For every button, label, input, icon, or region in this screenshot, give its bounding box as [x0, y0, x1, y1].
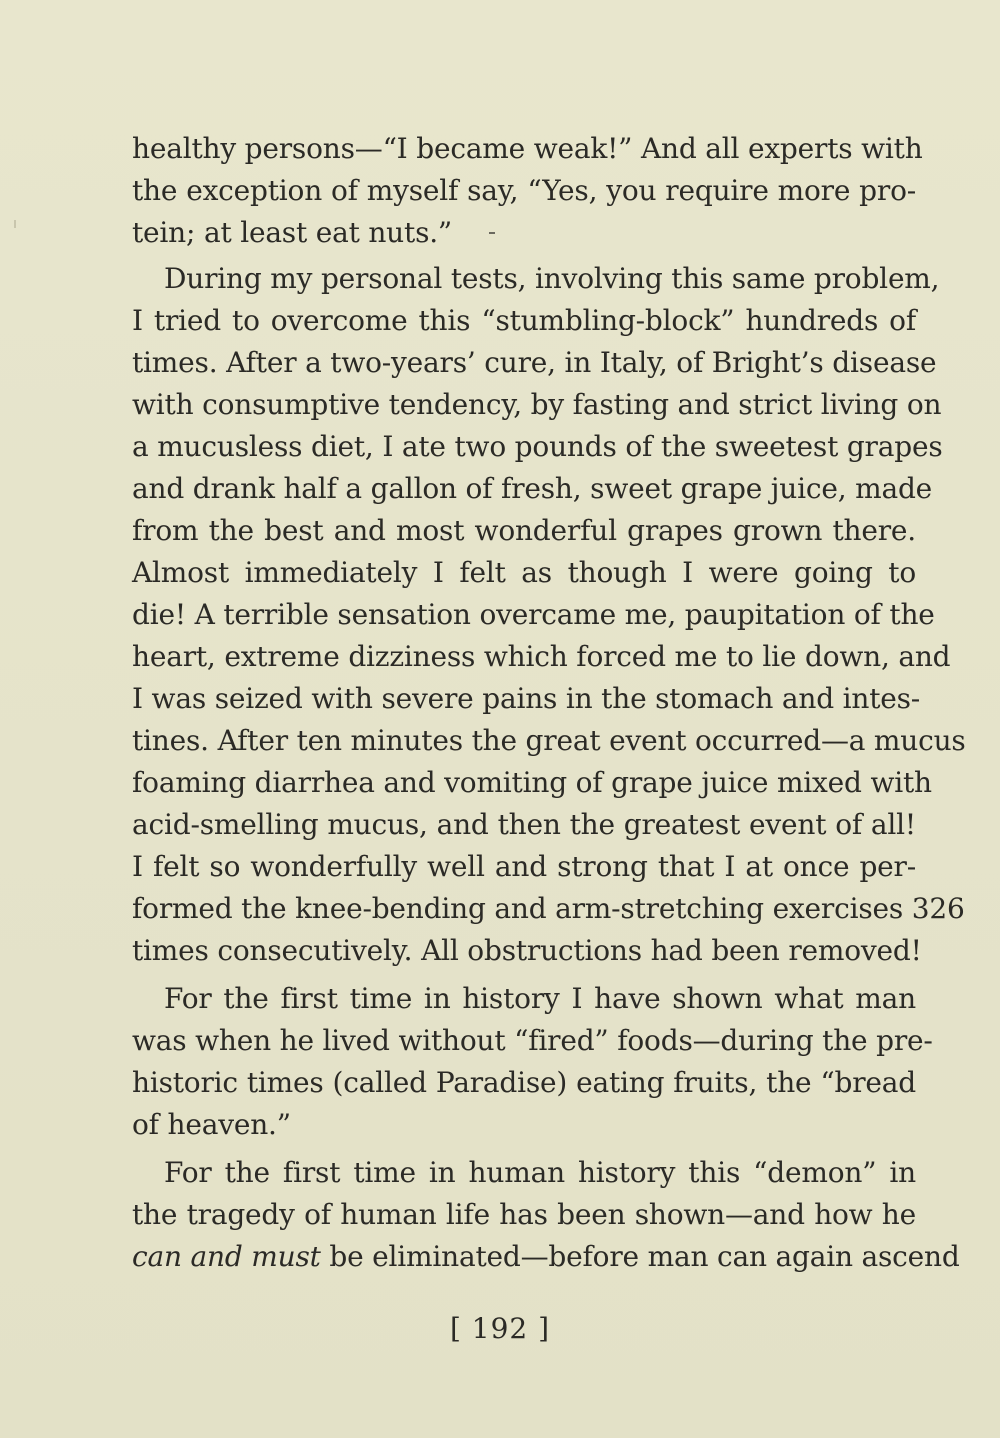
text-line: was when he lived without “fired” foods—during the pre-: [132, 1024, 933, 1057]
text-line: For the first time in human history this “demon” in: [164, 1156, 916, 1189]
paragraph-1: [132, 128, 923, 254]
text-line: I tried to overcome this “stumbling-block” hundreds of: [132, 304, 916, 337]
text-line: foaming diarrhea and vomiting of grape juice mixed with: [132, 766, 932, 799]
text-line: with consumptive tendency, by fasting and strict living on: [132, 388, 942, 421]
text-line: the exception of myself say, “Yes, you require more pro-: [132, 174, 916, 207]
text-line: Almost immediately I felt as though I were going to: [132, 556, 916, 589]
paragraph-4: [132, 1152, 960, 1278]
text-line: formed the knee-bending and arm-stretching exercises 326: [132, 892, 965, 925]
emphasized-text: can and must: [132, 1240, 321, 1273]
text-line: tein; at least eat nuts.”: [132, 216, 453, 249]
text-line: the tragedy of human life has been shown—and how he: [132, 1198, 916, 1231]
paragraph-2: [132, 258, 966, 972]
text-line: historic times (called Paradise) eating fruits, the “bread: [132, 1066, 916, 1099]
text-line: healthy persons—“I became weak!” And all experts with: [132, 132, 923, 165]
text-line-rest: be eliminated—before man can again ascend: [320, 1240, 960, 1273]
text-line: times consecutively. All obstructions had been removed!: [132, 934, 922, 967]
text-line: die! A terrible sensation overcame me, paupitation of the: [132, 598, 935, 631]
text-line: heart, extreme dizziness which forced me to lie down, and: [132, 640, 951, 673]
text-line: from the best and most wonderful grapes grown there.: [132, 514, 916, 547]
text-line: tines. After ten minutes the great event occurred—a mucus: [132, 724, 966, 757]
paragraph-3: [132, 978, 933, 1146]
body-text: [132, 128, 966, 1278]
text-line: times. After a two-years’ cure, in Italy, of Bright’s disease: [132, 346, 937, 379]
text-line: a mucusless diet, I ate two pounds of the sweetest grapes: [132, 430, 943, 463]
text-line: acid-smelling mucus, and then the greatest event of all!: [132, 808, 916, 841]
text-line: I felt so wonderfully well and strong that I at once per-: [132, 850, 916, 883]
text-line-final: [132, 1236, 960, 1278]
text-line: For the first time in history I have shown what man: [164, 982, 916, 1015]
text-line: I was seized with severe pains in the stomach and intes-: [132, 682, 921, 715]
stray-ink-mark: [489, 232, 495, 234]
text-line: and drank half a gallon of fresh, sweet grape juice, made: [132, 472, 933, 505]
text-line: of heaven.”: [132, 1108, 291, 1141]
margin-speck: [14, 220, 16, 228]
text-line: During my personal tests, involving this same problem,: [164, 262, 940, 295]
page-number: [ 192 ]: [449, 1312, 551, 1345]
